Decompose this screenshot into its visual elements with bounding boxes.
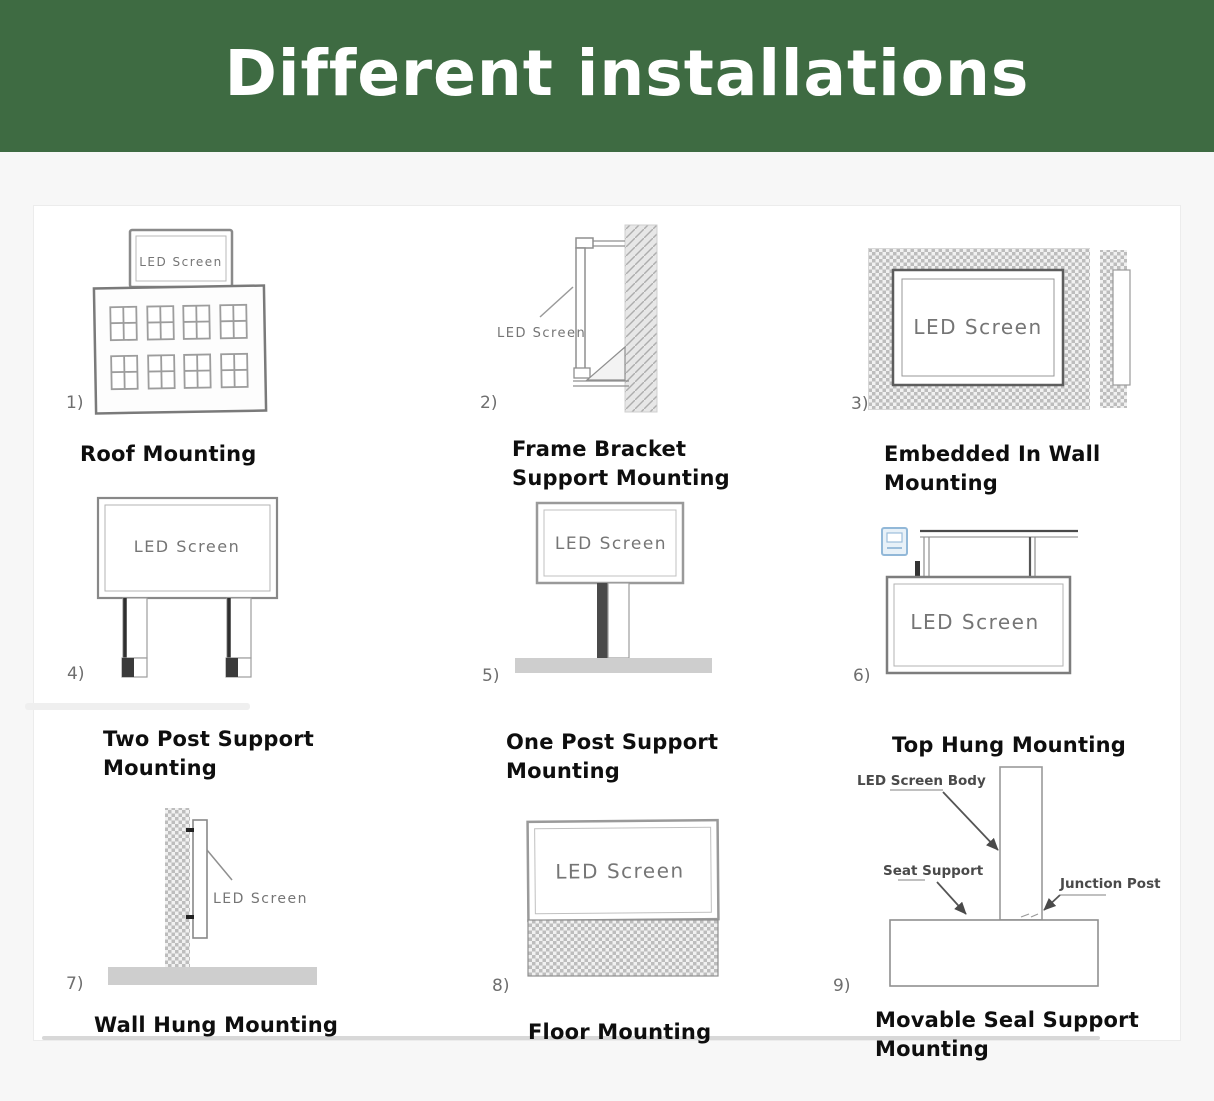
label-pointer-line <box>207 850 232 880</box>
led-screen-label: LED Screen <box>497 326 587 341</box>
movable-seal-diagram <box>843 752 1178 997</box>
led-screen-label: LED Screen <box>133 537 241 556</box>
figure-number: 1) <box>66 393 84 413</box>
two-post-support-diagram <box>88 486 293 686</box>
base-shape <box>528 920 718 976</box>
led-screen-label: LED Screen <box>554 534 668 554</box>
hanging-beam <box>915 531 1078 577</box>
figure-caption: Two Post Support Mounting <box>103 727 314 780</box>
led-screen-box <box>528 820 719 921</box>
figure-number: 2) <box>480 393 498 413</box>
figure-number: 4) <box>67 664 85 684</box>
embedded-in-wall-diagram <box>858 231 1158 431</box>
figure-number: 9) <box>833 976 851 996</box>
roof-mounting-diagram <box>88 222 283 417</box>
figure-caption: Embedded In Wall Mounting <box>884 442 1101 495</box>
led-screen-label: LED Screen <box>555 858 685 884</box>
led-screen-box <box>893 270 1063 385</box>
figure-caption: Wall Hung Mounting <box>94 1013 339 1037</box>
figure-caption: Frame Bracket Support Mounting <box>512 437 730 490</box>
junction-post-annotation <box>1044 876 1161 910</box>
led-screen-box <box>98 498 277 598</box>
title-banner <box>0 0 1214 152</box>
led-screen-label: LED Screen <box>913 315 1043 339</box>
divider-smear <box>25 703 250 710</box>
wall-side-view <box>1100 250 1130 408</box>
page-title: Different installations <box>224 36 1030 110</box>
screen-and-bracket <box>573 238 629 386</box>
wall-shape <box>625 225 657 412</box>
wall-hung-diagram <box>98 796 343 996</box>
seat-support-annotation <box>883 863 984 914</box>
figure-number: 5) <box>482 666 500 686</box>
label-pointer-line <box>540 287 573 317</box>
figure-number: 3) <box>851 394 869 414</box>
led-screen-box <box>130 230 232 287</box>
image-placeholder-icon <box>882 528 907 555</box>
figure-caption: Roof Mounting <box>80 442 257 466</box>
led-screen-box <box>537 503 683 583</box>
led-screen-label: LED Screen <box>139 255 223 269</box>
junction-post-label: Junction Post <box>1060 876 1161 892</box>
figure-caption: One Post Support Mounting <box>506 730 719 783</box>
led-screen-label: LED Screen <box>213 891 309 907</box>
top-hung-diagram <box>858 512 1158 702</box>
figure-number: 8) <box>492 976 510 996</box>
figure-number: 6) <box>853 666 871 686</box>
screen-body-shape <box>1000 767 1042 920</box>
screen-body-annotation <box>857 773 998 850</box>
floor-mounting-diagram <box>518 801 733 981</box>
ground-shape <box>108 967 317 985</box>
one-post-support-diagram <box>498 486 733 681</box>
figure-caption: Movable Seal Support Mounting <box>875 1008 1139 1061</box>
figure-number: 7) <box>66 974 84 994</box>
ground-shape <box>515 658 712 673</box>
building <box>94 286 266 414</box>
led-screen-body-label: LED Screen Body <box>857 773 986 789</box>
support-posts <box>122 598 251 677</box>
led-screen-box <box>887 577 1070 673</box>
figure-caption: Top Hung Mounting <box>892 733 1126 757</box>
led-screen-label: LED Screen <box>910 610 1040 634</box>
figure-caption: Floor Mounting <box>528 1020 712 1044</box>
support-post <box>597 583 629 658</box>
seat-support-shape <box>890 920 1098 986</box>
seat-support-label: Seat Support <box>883 863 984 879</box>
